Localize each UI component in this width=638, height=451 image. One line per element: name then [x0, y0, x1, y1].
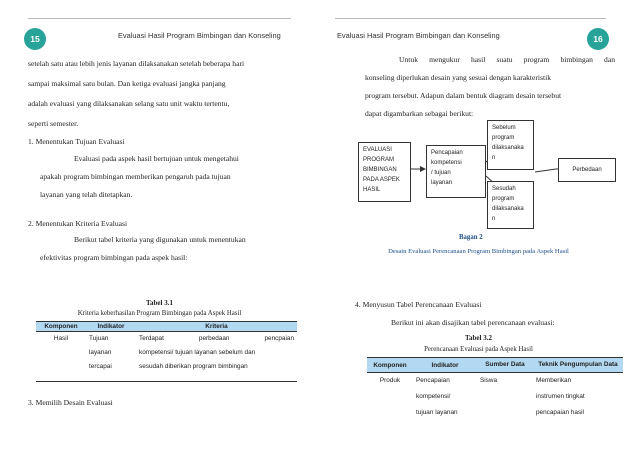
body-line: layanan yang telah ditetapkan. [40, 190, 133, 199]
body-line: Berikut tabel kriteria yang digunakan untuk menentukan [74, 235, 246, 244]
page-number: 16 [593, 34, 603, 44]
section-heading: 3. Memilih Desain Evaluasi [28, 398, 113, 407]
body-line: dapat digambarkan sebagai berikut: [365, 109, 474, 118]
body-line: seperti semester. [28, 119, 79, 128]
diagram-caption: Desain Evaluasi Perencanaan Program Bimbingan pada Aspek Hasil [388, 248, 569, 255]
planning-table [367, 357, 623, 421]
diagram-box-pencapaian: Pencapaian kompetensi / tujuan layanan [426, 145, 486, 198]
diagram-box-sesudah: Sesudah program dilaksanaka n [487, 181, 534, 229]
diagram-title: Bagan 2 [459, 234, 483, 241]
section-heading: 4. Menyusun Tabel Perencanaan Evaluasi [355, 300, 482, 309]
table-bottom-rule [36, 381, 297, 382]
connector-line [535, 169, 556, 172]
column-header: Sumber Data [477, 358, 533, 373]
page-number: 15 [30, 34, 40, 44]
column-header: Komponen [367, 358, 413, 373]
column-header: Indikator [86, 322, 136, 332]
table-caption: Perencanaan Evaluasi pada Aspek Hasil [424, 346, 533, 353]
table-caption: Kriteria keberhasilan Program Bimbingan pada Aspek Hasil [77, 310, 242, 317]
table-header-row [367, 358, 623, 373]
column-header: Teknik Pengumpulan Data [533, 358, 623, 373]
running-header: Evaluasi Hasil Program Bimbingan dan Konseling [337, 31, 500, 40]
header-rule [28, 18, 291, 19]
right-page [319, 0, 638, 451]
body-line: setelah satu atau lebih jenis layanan dilaksanakan setelah beberapa hari [28, 59, 245, 68]
table-cell: Siswa [480, 377, 498, 384]
table-header-row [36, 322, 297, 332]
body-line: sampai maksimal satu bulan. Dan ketiga evaluasi jangka panjang [28, 79, 226, 88]
table-cell: Produk [379, 377, 401, 384]
section-heading: 2. Menentukan Kriteria Evaluasi [28, 219, 128, 228]
diagram-box-perbedaan: Perbedaan [558, 158, 616, 182]
table-cell: Memberikan instrumen tingkat pencapaian hasil [536, 377, 585, 416]
criteria-table [36, 321, 297, 374]
body-line: Berikut ini akan disajikan tabel perencanaan evaluasi: [391, 318, 555, 327]
column-header: Indikator [413, 358, 477, 373]
column-header: Komponen [36, 322, 86, 332]
body-line: program tersebut. Adapun dalam bentuk diagram desain tersebut [365, 91, 562, 100]
body-line: Untuk mengukur hasil suatu program bimbingan dan [399, 55, 615, 64]
body-line: adalah evaluasi yang dilaksanakan selang satu unit waktu tertentu, [28, 99, 230, 108]
diagram-box-evaluasi: EVALUASI PROGRAM BIMBINGAN PADA ASPEK HASIL [358, 142, 411, 202]
table-cell: Hasil [53, 335, 69, 342]
table-cell: Terdapat perbedaan pencpaian kompetensi/ tujuan layanan sebelum dan sesudah diberikan program bimbingan [139, 335, 294, 370]
diagram-box-sebelum: Sebelum program dilaksanaka n [487, 120, 534, 170]
body-line: efektivitas program bimbingan pada aspek hasil: [40, 253, 188, 262]
body-line: konseling diperlukan desain yang sesuai dengan karakteristik [365, 73, 551, 82]
table-row [367, 373, 623, 422]
table-cell: Pencapaian kompetensi/ tujuan layanan [416, 377, 458, 416]
table-cell: Tujuan layanan tercapai [89, 335, 112, 370]
running-header: Evaluasi Hasil Program Bimbingan dan Konseling [118, 31, 281, 40]
column-header: Kriteria [136, 322, 297, 332]
table-row [36, 332, 297, 375]
page-number-badge [24, 28, 46, 50]
table-title: Tabel 3.2 [465, 334, 492, 342]
body-line: apakah program bimbingan memberikan pengaruh pada tujuan [40, 172, 231, 181]
body-line: Evaluasi pada aspek hasil bertujuan untuk mengetahui [74, 154, 239, 163]
section-heading: 1. Menentukan Tujuan Evaluasi [28, 137, 125, 146]
table-title: Tabel 3.1 [146, 299, 173, 307]
